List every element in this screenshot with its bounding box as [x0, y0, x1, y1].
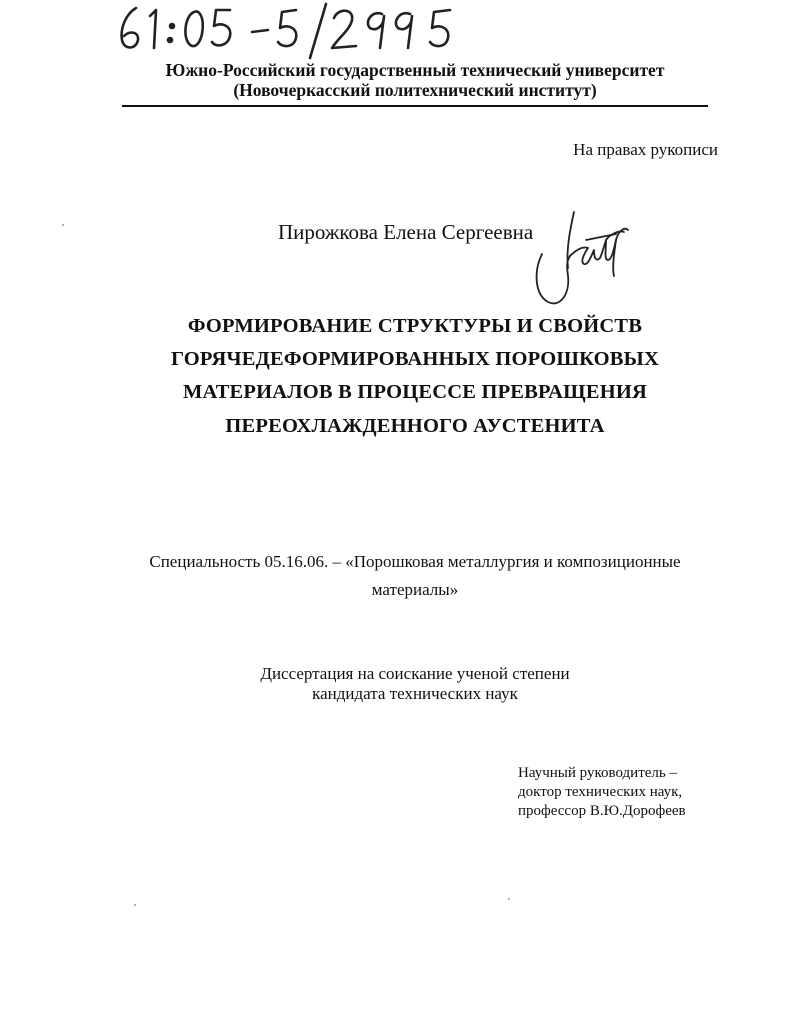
- university-subtitle: (Новочеркасский политехнический институт): [233, 80, 597, 100]
- manuscript-rights: На правах рукописи: [573, 140, 718, 159]
- title-line-4: ПЕРЕОХЛАЖДЕННОГО АУСТЕНИТА: [225, 415, 605, 437]
- title-line-2: ГОРЯЧЕДЕФОРМИРОВАННЫХ ПОРОШКОВЫХ: [170, 348, 660, 370]
- advisor-line-3: профессор В.Ю.Дорофеев: [518, 803, 686, 819]
- specialty-line-1: Специальность 05.16.06. – «Порошковая металлургия и композиционные: [149, 552, 681, 571]
- header-divider: [122, 105, 708, 107]
- advisor-line-1: Научный руководитель –: [518, 765, 677, 781]
- scan-speck: [62, 224, 64, 226]
- scan-speck: [134, 904, 136, 906]
- specialty-line-2: материалы»: [371, 580, 459, 599]
- dissertation-line-1: Диссертация на соискание ученой степени: [260, 664, 570, 683]
- title-line-1: ФОРМИРОВАНИЕ СТРУКТУРЫ И СВОЙСТВ: [187, 315, 643, 337]
- scan-speck: [508, 898, 510, 900]
- dissertation-line-2: кандидата технических наук: [312, 684, 518, 703]
- university-name: Южно-Российский государственный технический университет: [165, 60, 665, 80]
- title-line-3: МАТЕРИАЛОВ В ПРОЦЕССЕ ПРЕВРАЩЕНИЯ: [182, 381, 648, 403]
- author-name: Пирожкова Елена Сергеевна: [278, 220, 534, 244]
- handwritten-archive-code: [112, 2, 462, 60]
- advisor-line-2: доктор технических наук,: [518, 784, 683, 800]
- author-signature: [530, 210, 630, 310]
